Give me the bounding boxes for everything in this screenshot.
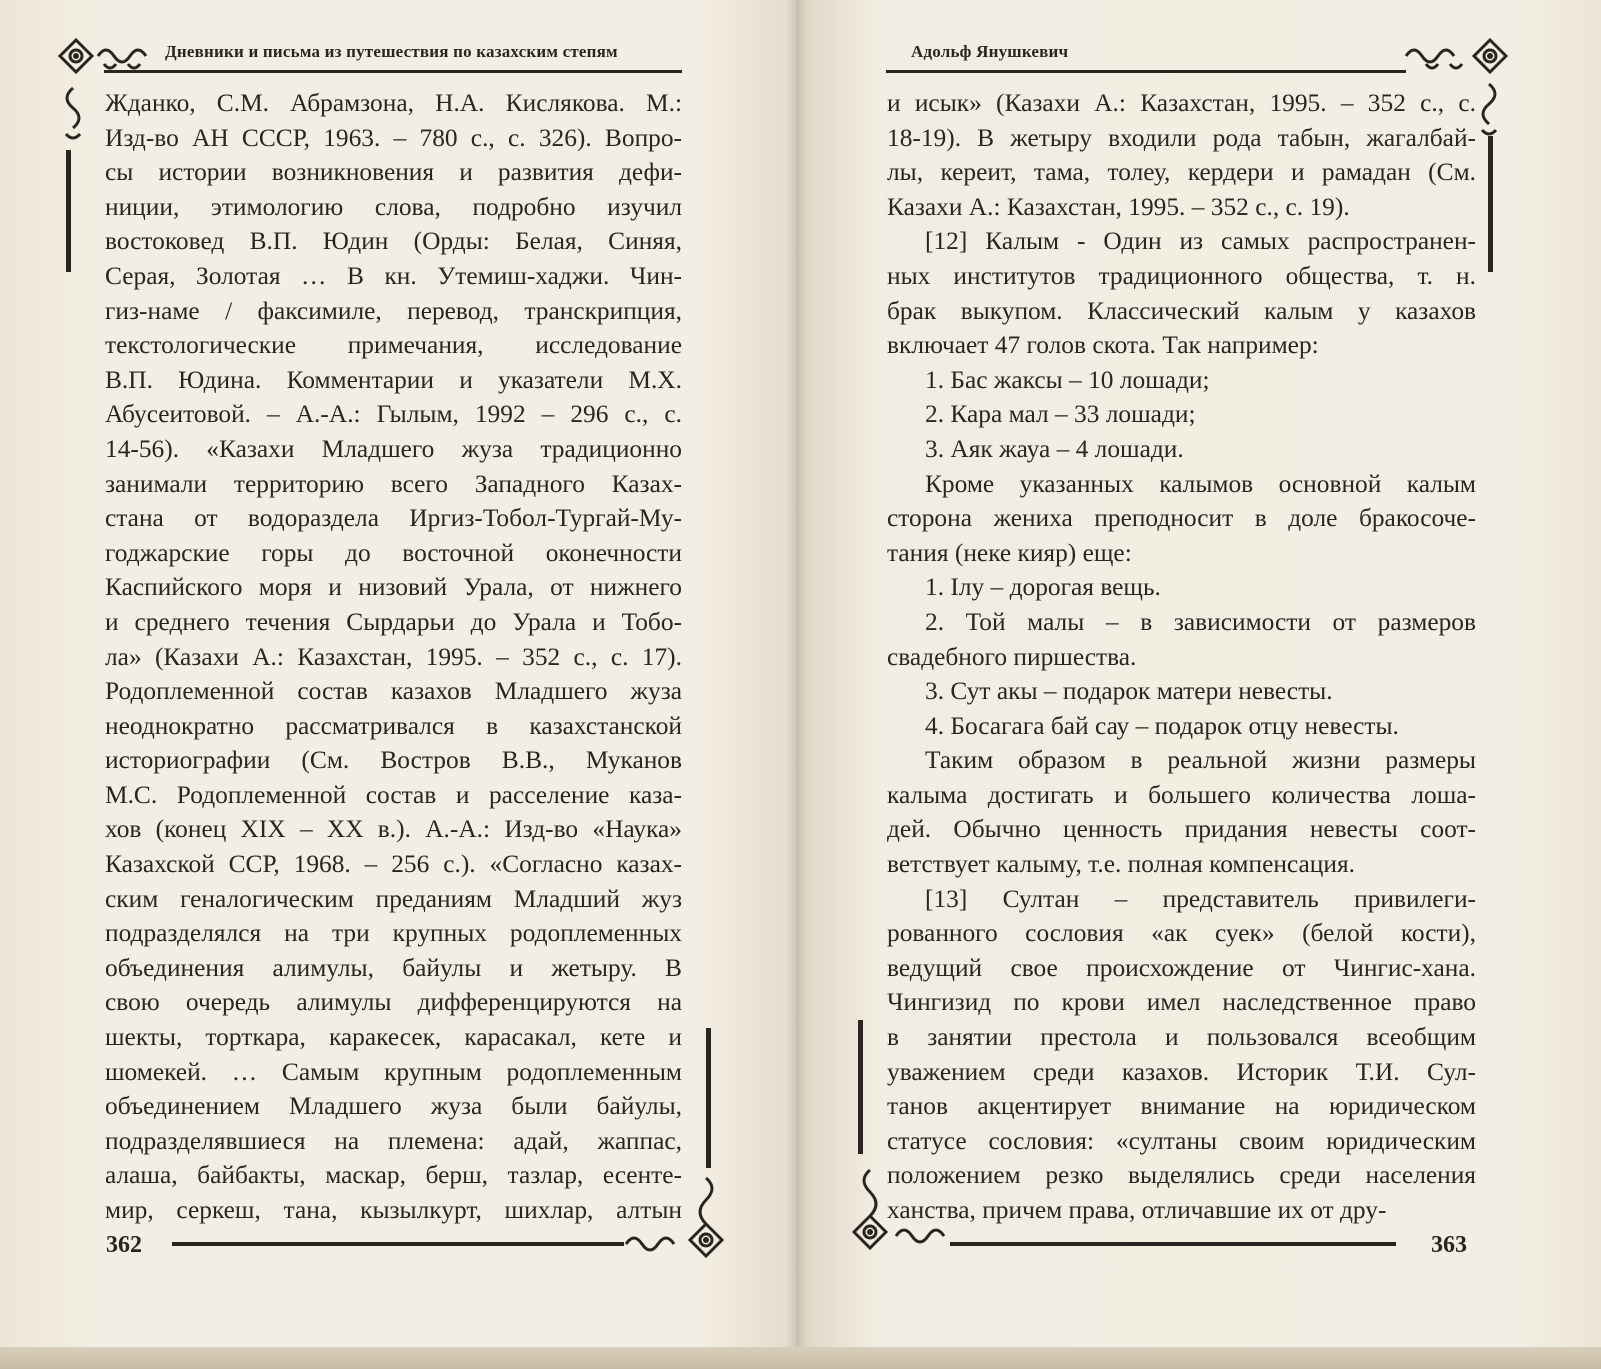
text-line: Казахи А.: Казахстан, 1995. – 352 с., с. 19).: [887, 192, 1350, 221]
text-line: 3. Сут акы – подарок матери невесты.: [925, 677, 1333, 706]
paragraph: [887, 674, 1476, 709]
paragraph: [887, 467, 1476, 571]
kazakh-ornament-icon: [1474, 80, 1504, 140]
text-line: стана от водораздела Иргиз-Тобол-Тургай-Му-: [105, 504, 682, 533]
text-line: включает 47 голов скота. Так например:: [887, 331, 1319, 360]
paragraph: [887, 605, 1476, 674]
margin-bar: [1488, 136, 1493, 272]
text-line: востоковед В.П. Юдин (Орды: Белая, Синяя,: [105, 227, 682, 256]
kazakh-ornament-icon: [844, 1160, 954, 1260]
paragraph: [887, 86, 1476, 224]
book-gutter: [786, 0, 808, 1369]
text-line: В.П. Юдина. Комментарии и указатели М.Х.: [105, 365, 682, 394]
paragraph: [887, 882, 1476, 1228]
header-rule: [886, 70, 1406, 73]
left-page: [0, 0, 796, 1369]
text-line: алаша, байбакты, маскар, берш, тазлар, есенте-: [105, 1161, 682, 1190]
text-line: [12] Калым - Один из самых распространен-: [925, 227, 1476, 256]
text-line: ных институтов традиционного общества, т. н.: [887, 261, 1476, 290]
text-line: Казахской ССР, 1968. – 256 с.). «Согласно казах-: [105, 850, 682, 879]
text-line: и среднего течения Сырдарьи до Урала и Тобо-: [105, 607, 682, 636]
margin-bar: [66, 150, 71, 272]
paragraph: [887, 397, 1476, 432]
right-page: [796, 0, 1601, 1369]
text-line: [13] Султан – представитель привилеги-: [925, 884, 1476, 913]
text-line: ла» (Казахи А.: Казахстан, 1995. – 352 с., с. 17).: [105, 642, 682, 671]
footer-rule: [950, 1242, 1396, 1246]
text-line: шомекей. … Самым крупным родоплеменным: [105, 1057, 682, 1086]
text-line: 4. Босагага бай сау – подарок отцу невесты.: [925, 711, 1399, 740]
paragraph: [887, 432, 1476, 467]
text-line: Кроме указанных калымов основной калым: [925, 469, 1476, 498]
text-line: ветствует калыму, т.е. полная компенсация.: [887, 850, 1355, 879]
text-line: 2. Кара мал – 33 лошади;: [925, 400, 1196, 429]
kazakh-ornament-icon: [1402, 34, 1512, 86]
text-line: тания (неке кияр) еще:: [887, 538, 1132, 567]
running-head: Адольф Янушкевич: [911, 42, 1069, 61]
text-line: лы, кереит, тама, толеу, кердери и рамадан (См.: [887, 158, 1476, 187]
paragraph: [887, 363, 1476, 398]
text-line: объединения алимулы, байулы и жетыру. В: [105, 953, 682, 982]
text-line: подразделявшиеся на племена: адай, жаппас,: [105, 1126, 682, 1155]
kazakh-ornament-icon: [54, 34, 164, 86]
text-line: хов (конец XIX – XX в.). А.-А.: Изд-во «Наука»: [105, 815, 682, 844]
text-line: дей. Обычно ценность придания невесты соот-: [887, 815, 1476, 844]
text-line: объединением Младшего жуза были байулы,: [105, 1092, 682, 1121]
text-line: 1. Бас жаксы – 10 лошади;: [925, 365, 1210, 394]
text-line: Изд-во АН СССР, 1963. – 780 с., с. 326). Вопро-: [105, 123, 682, 152]
paragraph: [887, 224, 1476, 362]
text-line: гиз-наме / факсимиле, перевод, транскрипция,: [105, 296, 682, 325]
text-line: танов акцентирует внимание на юридическом: [887, 1092, 1476, 1121]
text-line: 2. Той малы – в зависимости от размеров: [925, 607, 1476, 636]
text-line: свою очередь алимулы дифференцируются на: [105, 988, 682, 1017]
text-line: неоднократно рассматривался в казахстанской: [105, 711, 682, 740]
text-line: ским геналогическим преданиям Младший жуз: [105, 884, 682, 913]
text-line: ведущий свое происхождение от Чингис-хана.: [887, 953, 1476, 982]
text-line: 3. Аяк жауа – 4 лошади.: [925, 434, 1184, 463]
text-line: Каспийского моря и низовий Урала, от нижнего: [105, 573, 682, 602]
footer-rule: [172, 1242, 624, 1246]
text-line: положением резко выделялись среди населения: [887, 1161, 1476, 1190]
text-line: Чингизид по крови имел наследственное право: [887, 988, 1476, 1017]
text-line: 18-19). В жетыру входили рода табын, жагалбай-: [887, 123, 1476, 152]
text-line: ханства, причем права, отличавшие их от дру-: [887, 1196, 1387, 1224]
text-line: Жданко, С.М. Абрамзона, Н.А. Кислякова. М.:: [105, 89, 682, 117]
text-line: 14-56). «Казахи Младшего жуза традиционно: [105, 434, 682, 463]
text-line: Абусеитовой. – А.-А.: Гылым, 1992 – 296 с., с.: [105, 400, 682, 429]
paragraph: [887, 709, 1476, 744]
left-body-text: [105, 86, 682, 1228]
text-line: подразделялся на три крупных родоплеменных: [105, 919, 682, 948]
text-line: мир, серкеш, тана, кызылкурт, шихлар, алтын: [105, 1196, 682, 1224]
margin-bar: [858, 1020, 863, 1154]
page-edge: [0, 1347, 1601, 1369]
text-line: сы истории возникновения и развития дефи-: [105, 158, 682, 187]
text-line: статусе сословия: «султаны своим юридическим: [887, 1126, 1476, 1155]
header-rule: [104, 70, 682, 73]
page-number: 363: [1431, 1232, 1467, 1258]
paragraph: [887, 570, 1476, 605]
running-head: Дневники и письма из путешествия по казахским степям: [165, 42, 618, 61]
text-line: сторона жениха преподносит в доле бракосоче-: [887, 504, 1476, 533]
text-line: Таким образом в реальной жизни размеры: [925, 746, 1476, 775]
text-line: историографии (См. Востров В.В., Муканов: [105, 746, 682, 775]
page-number: 362: [106, 1232, 142, 1258]
text-line: шекты, торткара, каракесек, карасакал, кете и: [105, 1023, 682, 1052]
text-line: калыма достигать и большего количества лоша-: [887, 780, 1476, 809]
text-line: рованного сословия «ак суек» (белой кости),: [887, 919, 1476, 948]
text-line: в занятии престола и пользовался всеобщим: [887, 1023, 1476, 1052]
text-line: уважением среди казахов. Историк Т.И. Сул-: [887, 1057, 1476, 1086]
text-line: свадебного пиршества.: [887, 642, 1137, 671]
text-line: годжарские горы до восточной оконечности: [105, 538, 682, 567]
text-line: занимали территорию всего Западного Казах-: [105, 469, 682, 498]
text-line: М.С. Родоплеменной состав и расселение каза-: [105, 780, 682, 809]
paragraph: [887, 743, 1476, 881]
text-line: ниции, этимологию слова, подробно изучил: [105, 192, 682, 221]
text-line: Родоплеменной состав казахов Младшего жуза: [105, 677, 682, 706]
text-line: и исык» (Казахи А.: Казахстан, 1995. – 352 с., с.: [887, 89, 1476, 117]
text-line: брак выкупом. Классический калым у казахов: [887, 296, 1476, 325]
margin-bar: [706, 1028, 711, 1168]
text-line: текстологические примечания, исследование: [105, 331, 682, 360]
text-line: 1. Ілу – дорогая вещь.: [925, 573, 1161, 602]
text-line: Серая, Золотая … В кн. Утемиш-хаджи. Чин-: [105, 261, 682, 290]
right-body-text: [887, 86, 1476, 1228]
kazakh-ornament-icon: [622, 1168, 732, 1268]
kazakh-ornament-icon: [58, 84, 88, 144]
